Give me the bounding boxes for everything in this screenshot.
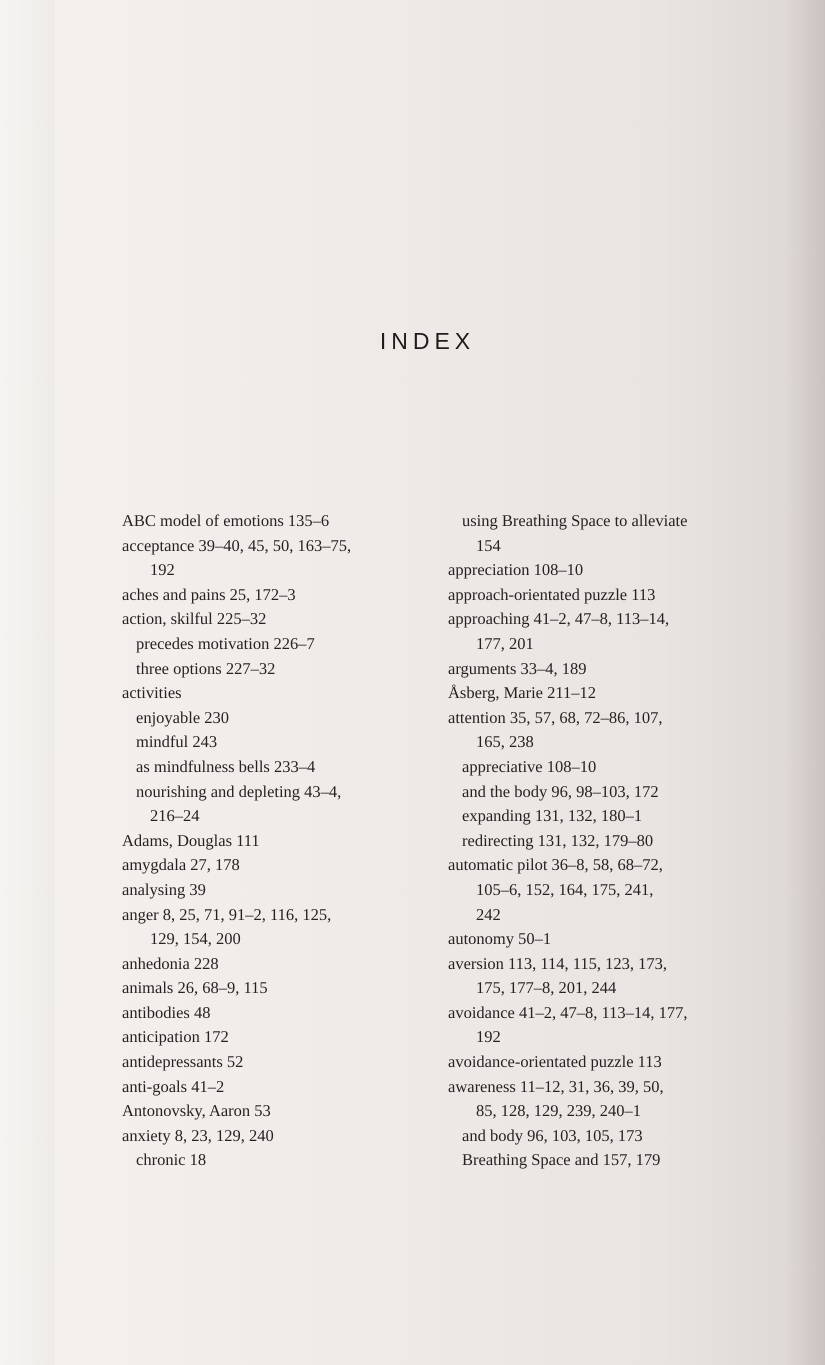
index-entry: 154 bbox=[476, 535, 501, 555]
index-entry: 242 bbox=[476, 904, 501, 924]
index-entry: awareness 11–12, 31, 36, 39, 50, bbox=[448, 1076, 664, 1096]
index-entry: analysing 39 bbox=[122, 879, 206, 899]
index-entry: 105–6, 152, 164, 175, 241, bbox=[476, 879, 654, 899]
index-entry: autonomy 50–1 bbox=[448, 929, 552, 949]
index-entry: approach-orientated puzzle 113 bbox=[448, 584, 656, 604]
index-entry: Antonovsky, Aaron 53 bbox=[122, 1101, 271, 1121]
index-entry: and body 96, 103, 105, 173 bbox=[462, 1125, 643, 1145]
index-entry: expanding 131, 132, 180–1 bbox=[462, 806, 643, 826]
index-entry: anger 8, 25, 71, 91–2, 116, 125, bbox=[122, 904, 332, 924]
index-entry: activities bbox=[122, 683, 182, 703]
index-entry: as mindfulness bells 233–4 bbox=[136, 756, 316, 776]
index-left-column bbox=[122, 509, 442, 1173]
index-entry: mindful 243 bbox=[136, 732, 218, 752]
index-entry: antidepressants 52 bbox=[122, 1052, 244, 1072]
index-entry: 175, 177–8, 201, 244 bbox=[476, 978, 617, 998]
index-entry: aches and pains 25, 172–3 bbox=[122, 584, 296, 604]
index-entry: 177, 201 bbox=[476, 633, 534, 653]
index-entry: amygdala 27, 178 bbox=[122, 855, 240, 875]
index-entry: 129, 154, 200 bbox=[150, 929, 241, 949]
index-entry: 165, 238 bbox=[476, 732, 534, 752]
index-entry: avoidance-orientated puzzle 113 bbox=[448, 1052, 662, 1072]
index-entry: Adams, Douglas 111 bbox=[122, 830, 260, 850]
page-gutter-shade bbox=[0, 0, 55, 1365]
index-entry: acceptance 39–40, 45, 50, 163–75, bbox=[122, 535, 352, 555]
index-entry: redirecting 131, 132, 179–80 bbox=[462, 830, 654, 850]
index-entry: appreciation 108–10 bbox=[448, 560, 584, 580]
index-entry: three options 227–32 bbox=[136, 658, 276, 678]
index-entry: enjoyable 230 bbox=[136, 707, 230, 727]
index-entry: Breathing Space and 157, 179 bbox=[462, 1150, 661, 1170]
index-entry: aversion 113, 114, 115, 123, 173, bbox=[448, 953, 668, 973]
index-entry: anticipation 172 bbox=[122, 1027, 229, 1047]
index-right-column bbox=[448, 509, 748, 1173]
page-edge-shade bbox=[785, 0, 825, 1365]
index-entry: 192 bbox=[150, 560, 175, 580]
index-entry: appreciative 108–10 bbox=[462, 756, 597, 776]
index-entry: precedes motivation 226–7 bbox=[136, 633, 315, 653]
index-entry: nourishing and depleting 43–4, bbox=[136, 781, 342, 801]
index-entry: anti-goals 41–2 bbox=[122, 1076, 225, 1096]
index-entry: attention 35, 57, 68, 72–86, 107, bbox=[448, 707, 663, 727]
index-entry: 85, 128, 129, 239, 240–1 bbox=[476, 1101, 641, 1121]
index-entry: action, skilful 225–32 bbox=[122, 609, 267, 629]
index-entry: approaching 41–2, 47–8, 113–14, bbox=[448, 609, 670, 629]
index-entry: anxiety 8, 23, 129, 240 bbox=[122, 1125, 274, 1145]
index-entry: ABC model of emotions 135–6 bbox=[122, 511, 330, 530]
index-entry: 216–24 bbox=[150, 806, 200, 826]
index-entry: 192 bbox=[476, 1027, 501, 1047]
index-entry: arguments 33–4, 189 bbox=[448, 658, 587, 678]
index-entry: Åsberg, Marie 211–12 bbox=[448, 683, 597, 703]
index-entry: anhedonia 228 bbox=[122, 953, 219, 973]
index-entry: chronic 18 bbox=[136, 1150, 207, 1170]
index-heading: INDEX bbox=[379, 328, 476, 354]
index-entry: and the body 96, 98–103, 172 bbox=[462, 781, 659, 801]
index-entry: animals 26, 68–9, 115 bbox=[122, 978, 268, 998]
index-entry: antibodies 48 bbox=[122, 1002, 211, 1022]
index-entry: avoidance 41–2, 47–8, 113–14, 177, bbox=[448, 1002, 688, 1022]
index-entry: using Breathing Space to alleviate bbox=[462, 511, 688, 530]
index-entry: automatic pilot 36–8, 58, 68–72, bbox=[448, 855, 663, 875]
